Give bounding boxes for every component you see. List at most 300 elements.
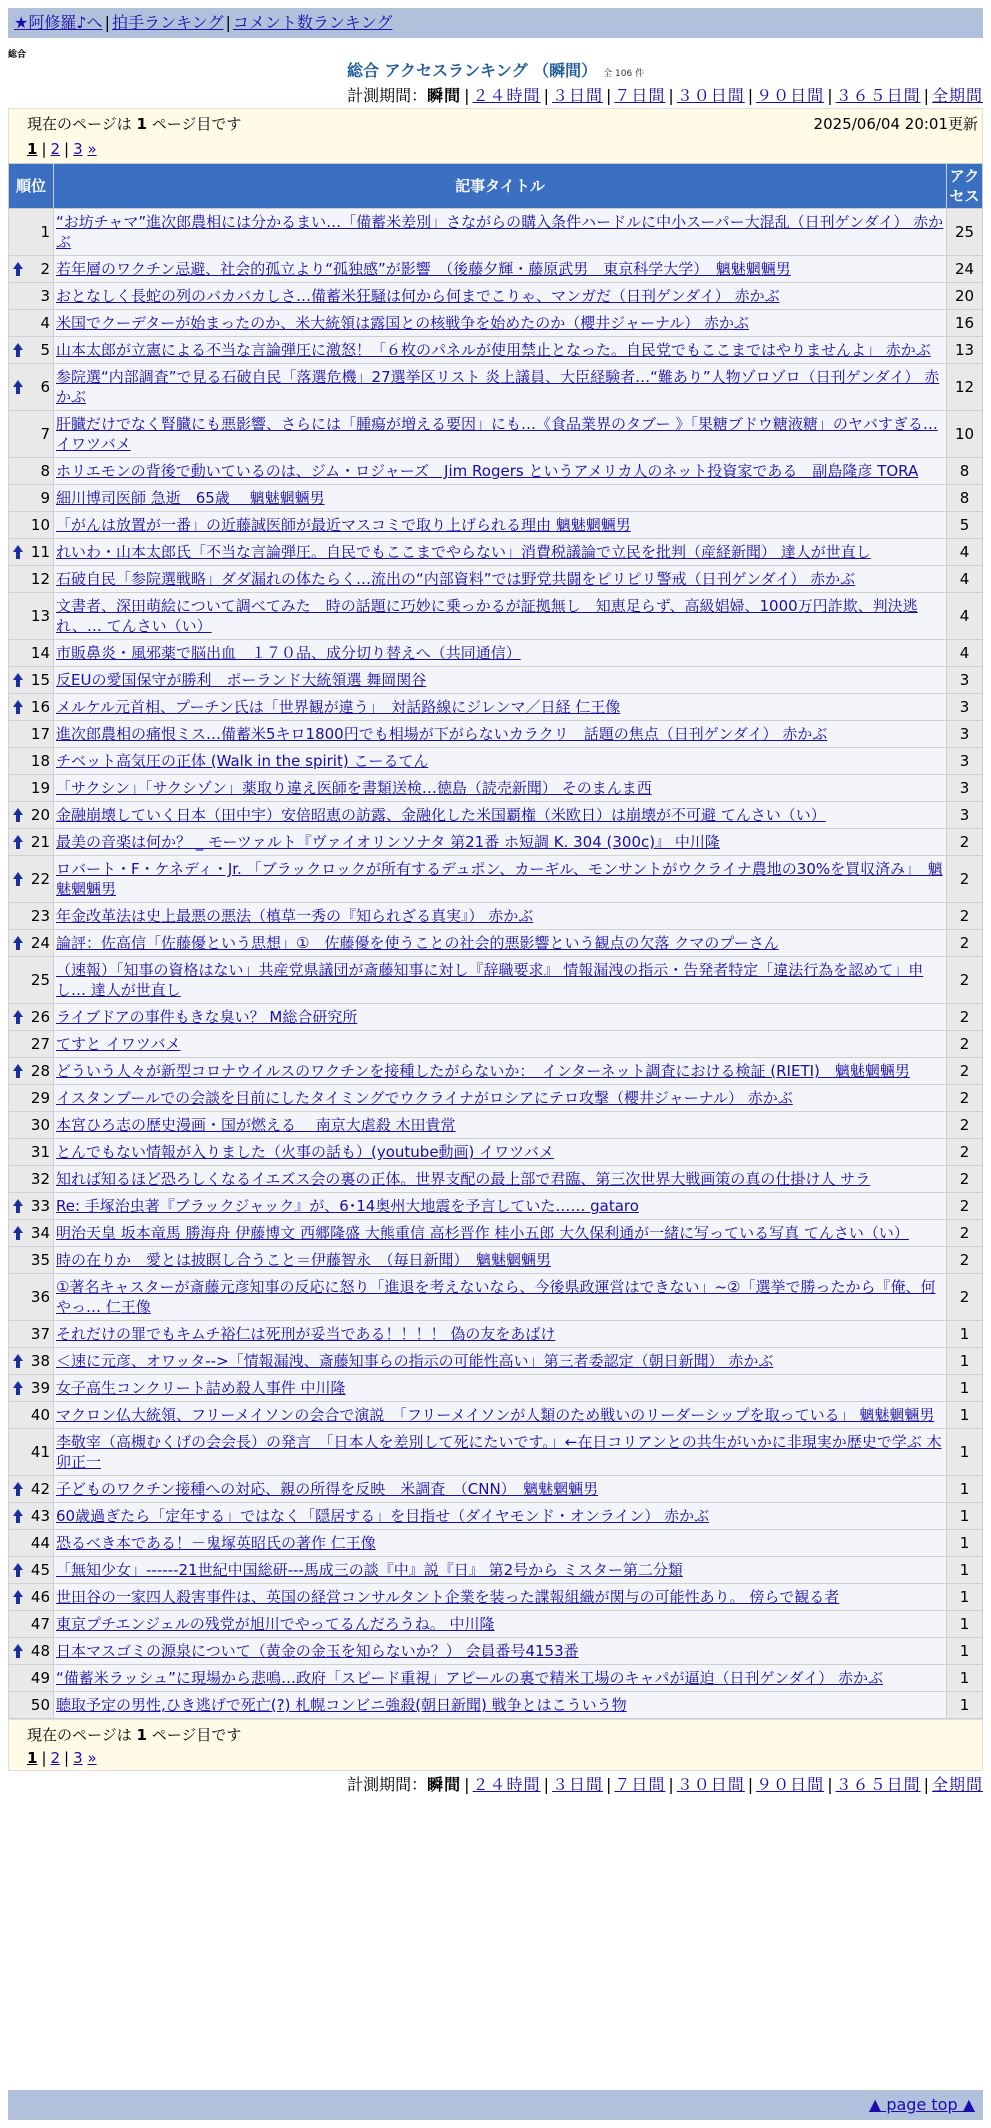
title-cell [54,694,947,721]
article-title-link[interactable]: 文書者、深田萌絵について調べてみた 時の話題に巧妙に乗っかるが証拠無し 知恵足らず、高級娼婦、1000万円詐欺、判決逃れ、… てんさい（い） [56,597,918,635]
access-count: 3 [947,667,983,694]
title-cell [54,411,947,458]
article-title-link[interactable]: 米国でクーデターが始まったのか、米大統領は露国との核戦争を始めたのか（櫻井ジャーナル） 赤かぶ [56,314,749,332]
article-title-link[interactable]: れいわ・山本太郎氏「不当な言論弾圧。自民でもここまでやらない」消費税議論で立民を批判（産経新聞） 達人が世直し [56,543,871,561]
rank-cell [9,1004,54,1031]
period-current: 瞬間 [427,86,462,105]
rank-cell [9,721,54,748]
table-row [9,337,983,364]
table-row [9,512,983,539]
rank-cell [9,1321,54,1348]
rank-number: 1 [40,223,50,241]
rank-number: 35 [30,1251,50,1269]
rank-number: 32 [30,1170,50,1188]
title-cell [54,802,947,829]
table-row [9,640,983,667]
title-cell [54,1166,947,1193]
article-title-link[interactable]: “お坊チャマ”進次郎農相には分かるまい…「備蓄米差別」さながらの購入条件ハードルに中小スーパー大混乱（日刊ゲンダイ） 赤かぶ [56,213,944,251]
title-cell [54,748,947,775]
rank-cell [9,1274,54,1321]
nav-separator: | [225,13,231,32]
table-row [9,539,983,566]
current-page-text [27,114,241,134]
rank-number: 20 [30,806,50,824]
home-link[interactable]: ★阿修羅♪へ [14,13,103,32]
access-count: 1 [947,1321,983,1348]
rank-number: 50 [30,1696,50,1714]
rank-cell [9,748,54,775]
title-cell [54,593,947,640]
rank-number: 37 [30,1325,50,1343]
table-row [9,1220,983,1247]
article-title-link[interactable]: 知れば知るほど恐ろしくなるイエズス会の裏の正体。世界支配の最上部で君臨、第三次世界大戦画策の真の仕掛け人 サラ [56,1170,871,1188]
table-row [9,1611,983,1638]
title-cell [54,1085,947,1112]
article-title-link[interactable]: イスタンブールでの会談を目前にしたタイミングでウクライナがロシアにテロ攻撃（櫻井ジャーナル） 赤かぶ [56,1089,793,1107]
page-info-top [8,108,983,164]
article-title-link[interactable]: 細川博司医師 急逝 65歳 魑魅魍魎男 [56,489,325,507]
rank-cell [9,1611,54,1638]
rank-cell [9,775,54,802]
period-separator: | [747,1775,754,1794]
title-cell [54,1139,947,1166]
rank-cell [9,1692,54,1719]
title-cell [54,512,947,539]
article-title-link[interactable]: ホリエモンの背後で動いているのは、ジム・ロジャーズ Jim Rogers というアメリカ人のネット投資家である 副島隆彦 TORA [56,462,919,480]
access-count: 3 [947,721,983,748]
pager-bottom [27,1748,97,1768]
rank-cell [9,1429,54,1476]
rank-number: 49 [30,1669,50,1687]
title-cell [54,1692,947,1719]
article-title-link[interactable]: 若年層のワクチン忌避、社会的孤立より“孤独感”が影響 （後藤夕輝・藤原武男 東京科学大学） 魑魅魍魎男 [56,260,791,278]
table-row [9,485,983,512]
rank-number: 39 [30,1379,50,1397]
article-title-link[interactable]: 最美の音楽は何か？ _ モーツァルト『ヴァイオリンソナタ 第21番 ホ短調 K. 304 (300c)』 中川隆 [56,833,720,851]
access-count: 2 [947,1031,983,1058]
article-title-link[interactable]: 東京プチエンジェルの残党が旭川でやってるんだろうね。 中川隆 [56,1615,495,1633]
access-count: 2 [947,1166,983,1193]
page-title: 総合 アクセスランキング （瞬間） [346,61,598,80]
pager-current-page: 1 [27,1749,38,1767]
access-count: 3 [947,775,983,802]
article-title-link[interactable]: 進次郎農相の痛恨ミス…備蓄米5キロ1800円でも相場が下がらないカラクリ 話題の焦点（日刊ゲンダイ） 赤かぶ [56,725,828,743]
rank-number: 16 [30,698,50,716]
top-nav-bar [8,8,983,38]
rank-cell [9,485,54,512]
article-title-link[interactable]: メルケル元首相、プーチン氏は「世界観が違う」 対話路線にジレンマ／日経 仁王像 [56,698,621,716]
title-cell [54,310,947,337]
article-title-link[interactable]: （速報）「知事の資格はない」共産党県議団が斎藤知事に対し『辞職要求』 情報漏洩の指示・告発者特定「違法行為を認めて」申し… 達人が世直し [56,961,924,999]
article-title-link[interactable]: 女子高生コンクリート詰め殺人事件 中川隆 [56,1379,346,1397]
rank-number: 25 [30,971,50,989]
rank-cell [9,1220,54,1247]
clap-ranking-link[interactable]: 拍手ランキング [111,13,224,32]
rank-cell [9,256,54,283]
title-cell [54,1031,947,1058]
period-link[interactable]: ９０日間 [756,1775,825,1794]
rank-number: 14 [30,644,50,662]
rank-number: 18 [30,752,50,770]
table-row [9,957,983,1004]
rank-number: 15 [30,671,50,689]
rank-number: 30 [30,1116,50,1134]
article-title-link[interactable]: Re: 手塚治虫著『ブラックジャック』が、6･14奥州大地震を予言していた…… gataro [56,1197,639,1215]
table-row [9,1557,983,1584]
period-separator: | [827,1775,833,1794]
access-count: 2 [947,1193,983,1220]
current-page-prefix: 現在のページは [27,1726,132,1744]
access-count: 2 [947,1058,983,1085]
rank-cell [9,1193,54,1220]
table-row [9,1166,983,1193]
article-title-link[interactable]: 「無知少女」------21世紀中国総研---馬成三の談『中』説『日』 第2号から ミスター第二分類 [56,1561,683,1579]
rank-number: 2 [40,260,50,278]
article-title-link[interactable]: 子どものワクチン接種への対応、親の所得を反映 米調査 （CNN） 魑魅魍魎男 [56,1480,599,1498]
table-row [9,667,983,694]
table-row [9,775,983,802]
title-cell [54,667,947,694]
access-count: 24 [947,256,983,283]
title-header: 記事タイトル [54,164,947,209]
table-row [9,1476,983,1503]
table-row [9,1530,983,1557]
title-cell [54,256,947,283]
period-separator: | [827,86,833,105]
access-count: 5 [947,512,983,539]
access-count: 8 [947,458,983,485]
table-row [9,829,983,856]
access-count: 2 [947,1220,983,1247]
period-label: 計測期間： [347,86,428,105]
table-row [9,1402,983,1429]
access-count: 1 [947,1429,983,1476]
table-row [9,458,983,485]
period-link[interactable]: ３０日間 [676,1775,745,1794]
title-cell [54,1402,947,1429]
period-separator: | [543,1775,549,1794]
access-count: 2 [947,903,983,930]
rank-number: 3 [40,287,50,305]
access-count: 1 [947,1348,983,1375]
access-count: 2 [947,957,983,1004]
article-title-link[interactable]: ロバート・F・ケネディ・Jr. 「ブラックロックが所有するデュポン、カーギル、モンサントがウクライナ農地の30%を買収済み」 魑魅魍魎男 [56,860,943,898]
period-separator: | [747,86,754,105]
period-link[interactable]: ２４時間 [472,1775,541,1794]
title-cell [54,283,947,310]
rank-number: 46 [30,1588,50,1606]
article-title-link[interactable]: 肝臓だけでなく腎臓にも悪影響、さらには「腫瘍が増える要因」にも…《食品業界のタブー 》「果糖ブドウ糖液糖」のヤバすぎる… イワツバメ [56,415,938,453]
pager-page-link[interactable]: 3 [73,140,83,158]
rank-number: 12 [30,570,50,588]
period-selector-top [347,85,983,107]
page-title-block [0,60,991,85]
rank-cell [9,640,54,667]
article-title-link[interactable]: 論評：佐高信「佐藤優という思想」① 佐藤優を使うことの社会的悪影響という観点の欠落 クマのプーさん [56,934,779,952]
rank-cell [9,1476,54,1503]
period-link[interactable]: ３０日間 [676,86,745,105]
access-count: 10 [947,411,983,458]
period-link[interactable]: ３日間 [551,86,603,105]
access-count: 1 [947,1503,983,1530]
table-row [9,1692,983,1719]
pager-current-page: 1 [27,140,38,158]
current-page-number: 1 [136,1726,147,1744]
rank-number: 44 [30,1534,50,1552]
access-count: 2 [947,1139,983,1166]
article-title-link[interactable]: 聴取予定の男性,ひき逃げで死亡(?) 札幌コンビニ強殺(朝日新聞) 戦争とはこういう物 [56,1696,627,1714]
title-cell [54,1530,947,1557]
access-count: 2 [947,1274,983,1321]
rank-cell [9,512,54,539]
period-link[interactable]: ３６５日間 [835,1775,921,1794]
comment-ranking-link[interactable]: コメント数ランキング [232,13,393,32]
title-cell [54,364,947,411]
rank-number: 17 [30,725,50,743]
article-title-link[interactable]: 反EUの愛国保守が勝利 ポーランド大統領選 舞岡関谷 [56,671,427,689]
rank-cell [9,458,54,485]
title-cell [54,856,947,903]
rank-cell [9,1085,54,1112]
table-row [9,1193,983,1220]
current-page-number: 1 [136,115,147,133]
table-row [9,802,983,829]
rank-cell [9,1665,54,1692]
title-cell [54,640,947,667]
access-count: 4 [947,566,983,593]
article-title-link[interactable]: チベット高気圧の正体 (Walk in the spirit) こーるてん [56,752,429,770]
table-row [9,694,983,721]
period-separator: | [923,1775,929,1794]
access-count: 1 [947,1530,983,1557]
period-link[interactable]: ２４時間 [472,86,541,105]
rank-number: 13 [30,607,50,625]
title-cell [54,566,947,593]
rank-cell [9,283,54,310]
rank-cell [9,1584,54,1611]
access-count: 1 [947,1402,983,1429]
pager-next-link[interactable]: » [87,1749,97,1767]
table-row [9,1321,983,1348]
title-cell [54,1638,947,1665]
article-title-link[interactable]: 金融崩壊していく日本（田中宇）安倍昭恵の訪露、金融化した米国覇権（米欧日）は崩壊が不可避 てんさい（い） [56,806,826,824]
page-top-link[interactable]: ▲ page top ▲ [868,2095,975,2114]
title-cell [54,829,947,856]
rank-cell [9,1638,54,1665]
pager-top [27,139,97,159]
title-cell [54,1503,947,1530]
title-cell [54,1557,947,1584]
article-title-link[interactable]: 石破自民「参院選戦略」ダダ漏れの体たらく…流出の“内部資料”では野党共闘をピリピリ警戒（日刊ゲンダイ） 赤かぶ [56,570,856,588]
table-row [9,1429,983,1476]
rank-cell [9,856,54,903]
table-row [9,1139,983,1166]
table-row [9,1274,983,1321]
table-row [9,721,983,748]
rank-cell [9,1348,54,1375]
access-count: 2 [947,856,983,903]
table-row [9,1503,983,1530]
table-row [9,1085,983,1112]
nav-separator: | [104,13,110,32]
access-count: 12 [947,364,983,411]
article-title-link[interactable]: てすと イワツバメ [56,1035,181,1053]
rank-cell [9,903,54,930]
article-title-link[interactable]: 李敬宰（高槻むくげの会会長）の発言 「日本人を差別して死にたいです。」←在日コリアンとの共生がいかに非現実か歴史で学ぶ 木卯正一 [56,1433,942,1471]
article-title-link[interactable]: 明治天皇 坂本竜馬 勝海舟 伊藤博文 西郷隆盛 大熊重信 高杉晋作 桂小五郎 大久保利通が一緒に写っている写真 てんさい（い） [56,1224,909,1242]
period-separator: | [668,1775,674,1794]
article-title-link[interactable]: ①著名キャスターが斎藤元彦知事の反応に怒り「進退を考えないなら、今後県政運営はできない」~②「選挙で勝ったから『俺、何やっ… 仁王像 [56,1278,936,1316]
title-cell [54,1348,947,1375]
access-count: 1 [947,1692,983,1719]
category-label: 総合 [8,50,27,60]
rank-number: 43 [30,1507,50,1525]
article-title-link[interactable]: 世田谷の一家四人殺害事件は、英国の経営コンサルタント企業を装った諜報組織が関与の可能性あり。 傍らで観る者 [56,1588,840,1606]
article-title-link[interactable]: ＜速に元彦、オワッタ-->「情報漏洩、斎藤知事らの指示の可能性高い」第三者委認定（朝日新聞） 赤かぶ [56,1352,774,1370]
rank-cell [9,1402,54,1429]
rank-number: 19 [30,779,50,797]
pager-page-link[interactable]: 3 [73,1749,83,1767]
access-count: 25 [947,209,983,256]
access-count: 2 [947,829,983,856]
period-separator: | [464,1775,470,1794]
article-title-link[interactable]: 「がんは放置が一番」の近藤誠医師が最近マスコミで取り上げられる理由 魑魅魍魎男 [56,516,631,534]
article-title-link[interactable]: おとなしく長蛇の列のバカバカしさ…備蓄米狂騒は何から何までこりゃ、マンガだ（日刊ゲンダイ） 赤かぶ [56,287,780,305]
rank-number: 22 [30,870,50,888]
rank-number: 8 [40,462,50,480]
pager-page-link[interactable]: 2 [50,140,61,158]
rank-number: 10 [30,516,50,534]
article-title-link[interactable]: 市販鼻炎・風邪薬で脳出血 １７０品、成分切り替えへ（共同通信） [56,644,521,662]
rank-cell [9,1530,54,1557]
table-row [9,310,983,337]
article-title-link[interactable]: どういう人々が新型コロナウイルスのワクチンを接種したがらないか： インターネット調査における検証 (RIETI) 魑魅魍魎男 [56,1062,910,1080]
rank-number: 9 [40,489,50,507]
updated-timestamp: 2025/06/04 20:01更新 [813,115,978,133]
rank-number: 28 [30,1062,50,1080]
rank-cell [9,337,54,364]
table-row [9,1058,983,1085]
article-title-link[interactable]: マクロン仏大統領、フリーメイソンの会合で演説 「フリーメイソンが人類のため戦いのリーダーシップを取っている」 魑魅魍魎男 [56,1406,935,1424]
article-title-link[interactable]: 本宮ひろ志の歴史漫画・国が燃える 南京大虐殺 木田貴常 [56,1116,456,1134]
period-link[interactable]: ７日間 [614,1775,666,1794]
access-count: 1 [947,1375,983,1402]
pager-page-link[interactable]: 2 [50,1749,61,1767]
current-page-suffix: ページ目です [151,1726,242,1744]
pager-separator: | [41,1749,47,1767]
total-count: 全 106 件 [603,69,645,79]
access-count: 20 [947,283,983,310]
rank-number: 47 [30,1615,50,1633]
article-title-link[interactable]: 恐るべき本である！－鬼塚英昭氏の著作 仁王像 [56,1534,376,1552]
period-separator: | [605,1775,612,1794]
period-selector-bottom [347,1774,983,1796]
rank-cell [9,1031,54,1058]
rank-number: 24 [30,934,50,952]
title-cell [54,1665,947,1692]
period-separator: | [543,86,549,105]
access-count: 3 [947,802,983,829]
period-link[interactable]: ７日間 [614,86,666,105]
period-link[interactable]: ３６５日間 [835,86,921,105]
access-header: アクセス [947,164,983,209]
article-title-link[interactable]: ライブドアの事件もきな臭い？ M総合研究所 [56,1008,358,1026]
period-link[interactable]: 全期間 [931,86,983,105]
period-separator: | [668,86,674,105]
rank-number: 36 [30,1288,50,1306]
rank-cell [9,1058,54,1085]
page-info-bottom [8,1719,983,1771]
current-page-text-bottom [27,1725,241,1745]
article-title-link[interactable]: 時の在りか 愛とは披瞑し合うこと＝伊藤智永 （毎日新聞） 魑魅魍魎男 [56,1251,552,1269]
rank-number: 34 [30,1224,50,1242]
period-current: 瞬間 [427,1775,462,1794]
rank-number: 40 [30,1406,50,1424]
rank-cell [9,1247,54,1274]
article-title-link[interactable]: “備蓄米ラッシュ”に現場から悲鳴…政府「スピード重視」アピールの裏で精米工場のキャパが逼迫（日刊ゲンダイ） 赤かぶ [56,1669,884,1687]
period-link[interactable]: 全期間 [931,1775,983,1794]
title-cell [54,1004,947,1031]
article-title-link[interactable]: 年金改革法は史上最悪の悪法（槙草一秀の『知られざる真実』） 赤かぶ [56,907,534,925]
access-count: 2 [947,1112,983,1139]
rank-cell [9,364,54,411]
rank-cell [9,829,54,856]
access-count: 1 [947,1476,983,1503]
table-row [9,1375,983,1402]
table-row [9,1638,983,1665]
access-count: 4 [947,640,983,667]
period-link[interactable]: ９０日間 [756,86,825,105]
rank-cell [9,1166,54,1193]
pager-separator: | [64,140,70,158]
rank-number: 21 [30,833,50,851]
rank-cell [9,802,54,829]
title-cell [54,957,947,1004]
period-separator: | [923,86,929,105]
pager-next-link[interactable]: » [87,140,97,158]
rank-number: 38 [30,1352,50,1370]
title-cell [54,485,947,512]
article-title-link[interactable]: それだけの罪でもキムチ裕仁は死刑が妥当である！！！！ 偽の友をあばけ [56,1325,556,1343]
current-page-suffix: ページ目です [151,115,242,133]
rank-cell [9,930,54,957]
rank-number: 41 [30,1443,50,1461]
table-row [9,1348,983,1375]
table-row [9,411,983,458]
article-title-link[interactable]: 参院選“内部調査”で見る石破自民「落選危機」27選挙区リスト 炎上議員、大臣経験者…“難あり”人物ゾロゾロ（日刊ゲンダイ） 赤かぶ [56,368,940,406]
title-cell [54,1247,947,1274]
rank-number: 42 [30,1480,50,1498]
title-cell [54,1274,947,1321]
rank-number: 26 [30,1008,50,1026]
rank-number: 31 [30,1143,50,1161]
article-title-link[interactable]: 60歳過ぎたら「定年する」ではなく「隠居する」を目指せ（ダイヤモンド・オンライン） 赤かぶ [56,1507,710,1525]
table-row [9,209,983,256]
article-title-link[interactable]: 山本太郎が立憲による不当な言論弾圧に激怒！「６枚のパネルが使用禁止となった。自民党でもここまではやりませんよ」 赤かぶ [56,341,931,359]
period-link[interactable]: ３日間 [551,1775,603,1794]
title-cell [54,903,947,930]
access-count: 16 [947,310,983,337]
table-row [9,1004,983,1031]
article-title-link[interactable]: 「サクシン」「サクシゾン」薬取り違え医師を書類送検…徳島（読売新聞） そのまんま西 [56,779,652,797]
article-title-link[interactable]: 日本マスゴミの源泉について（黄金の金玉を知らないか？） 会員番号4153番 [56,1642,579,1660]
rank-cell [9,1112,54,1139]
article-title-link[interactable]: とんでもない情報が入りました（火事の話も）(youtube動画) イワツバメ [56,1143,554,1161]
table-row [9,283,983,310]
table-row [9,1112,983,1139]
rank-cell [9,566,54,593]
rank-cell [9,1503,54,1530]
